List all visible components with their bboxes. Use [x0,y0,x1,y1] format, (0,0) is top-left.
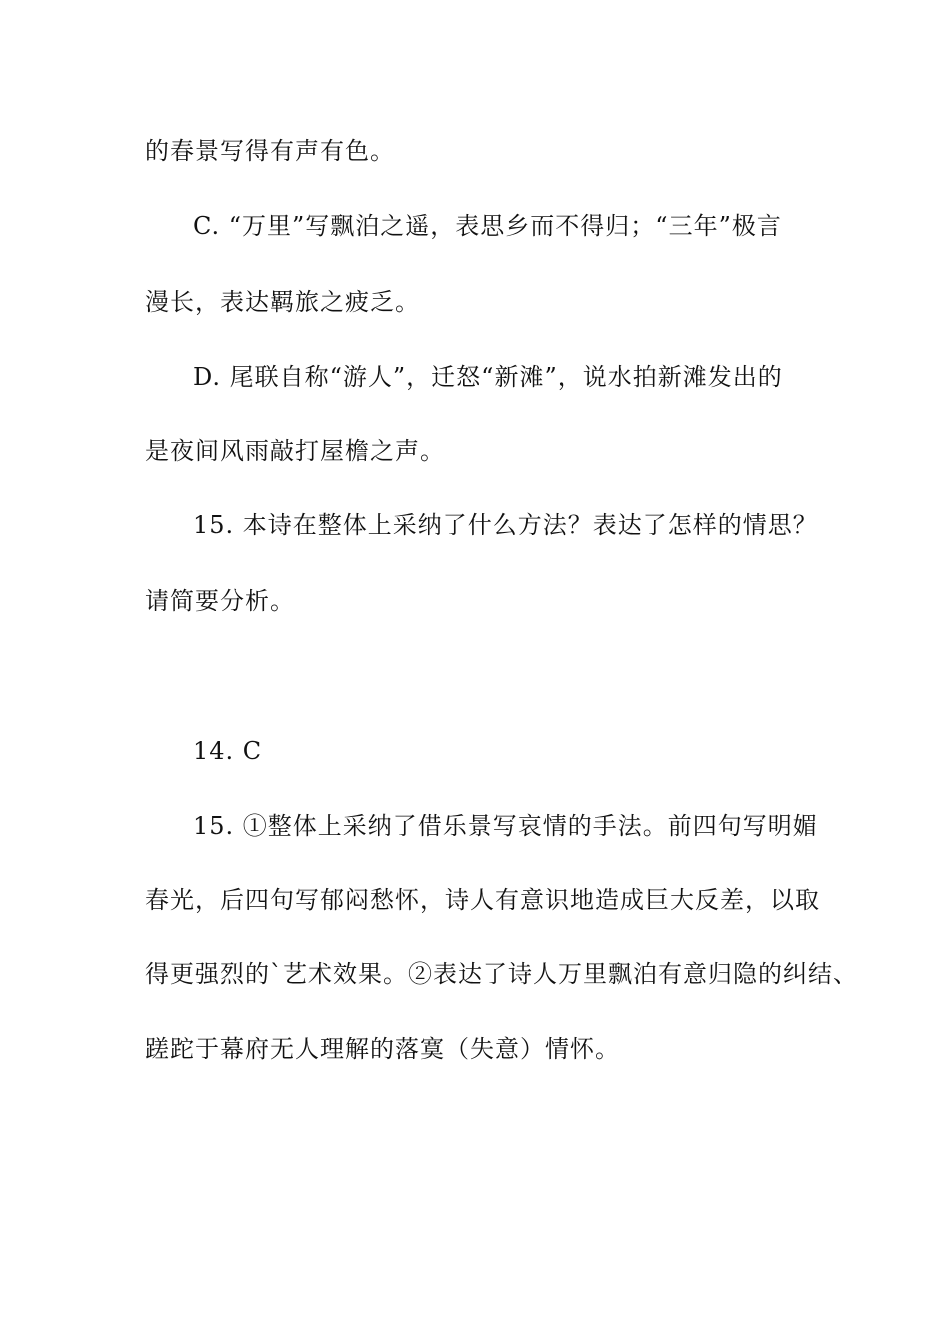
option-c-line-1: C. “万里”写飘泊之遥，表思乡而不得归；“三年”极言 [193,212,782,240]
option-d-line-1: D. 尾联自称“游人”，迁怒“新滩”，说水拍新滩发出的 [193,363,783,391]
option-d-line-2: 是夜间风雨敲打屋檐之声。 [145,437,445,465]
option-b-tail: 的春景写得有声有色。 [145,137,395,165]
answer-15-line-2: 春光，后四句写郁闷愁怀，诗人有意识地造成巨大反差，以取 [145,886,820,914]
answer-15-line-3: 得更强烈的`艺术效果。②表达了诗人万里飘泊有意归隐的纠结、 [145,960,858,988]
answer-15-line-1: 15. ①整体上采纳了借乐景写哀情的手法。前四句写明媚 [193,812,818,840]
option-c-line-2: 漫长，表达羁旅之疲乏。 [145,288,420,316]
question-15-line-1: 15. 本诗在整体上采纳了什么方法？表达了怎样的情思？ [193,511,818,539]
answer-15-line-4: 蹉跎于幕府无人理解的落寞（失意）情怀。 [145,1035,620,1063]
question-15-line-2: 请简要分析。 [145,587,295,615]
answer-14: 14. C [193,737,263,765]
